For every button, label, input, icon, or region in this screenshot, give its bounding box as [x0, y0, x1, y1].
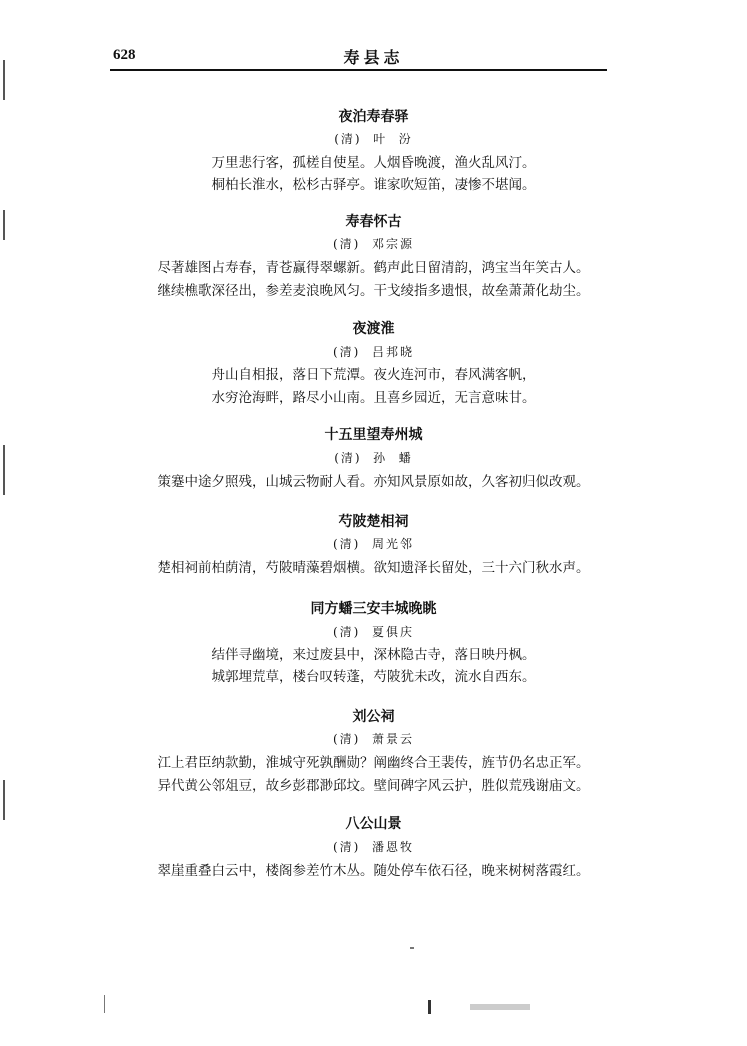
poem-author: (清) 周光邻 [333, 537, 414, 551]
poem-line: 水穷沧海畔，路尽小山南。且喜乡园近，无言意味甘。 [211, 390, 536, 406]
scan-edge-mark [3, 60, 5, 100]
poem-title: 刘公祠 [352, 709, 395, 725]
poem-line: 万里悲行客，孤槎自使星。人烟昏晚渡，渔火乱风汀。 [211, 155, 536, 171]
scan-speck [104, 995, 105, 1013]
poem-author: (清) 吕邦晓 [333, 345, 414, 359]
poem-line: 尽著雄图占寿春，青苍赢得翠螺新。鹤声此日留清韵，鸿宝当年笑古人。 [157, 260, 590, 276]
running-head: 寿县志 [343, 48, 404, 67]
poem-line: 翠崖重叠白云中，楼阁参差竹木丛。随处停车依石径，晚来树树落霞红。 [157, 863, 590, 879]
poem-line: 楚相祠前柏荫清，芍陂晴藻碧烟横。欲知遗泽长留处，三十六门秋水声。 [157, 560, 590, 576]
header-rule [110, 69, 607, 71]
poem-title: 八公山景 [345, 816, 402, 832]
poem-line: 城郭埋荒草，楼台叹转蓬，芍陂犹未改，流水自西东。 [211, 669, 536, 685]
poem-line: 策蹇中途夕照残，山城云物耐人看。亦知风景原如故，久客初归似改观。 [157, 474, 590, 490]
poem-author: (清) 邓宗源 [333, 237, 414, 251]
poem-line: 桐柏长淮水，松杉古驿亭。谁家吹短笛，凄惨不堪闻。 [211, 177, 536, 193]
poem-author: (清) 孙 蟠 [334, 451, 413, 465]
poem-title: 夜泊寿春驿 [338, 109, 409, 125]
poem-title: 芍陂楚相祠 [338, 514, 409, 530]
poem-line: 结伴寻幽境，来过废县中，深林隐古寺，落日映丹枫。 [211, 647, 536, 663]
poem-line: 江上君臣纳款勤，淮城守死孰酬勋？阐幽终合王裴传，旌节仍名忠正军。 [157, 755, 590, 771]
scan-speck [410, 947, 414, 949]
poem-line: 舟山自相报，落日下荒潭。夜火连河市，春风满客帆， [211, 367, 536, 383]
poem-author: (清) 夏俱庆 [333, 625, 414, 639]
poem-title: 十五里望寿州城 [324, 427, 423, 443]
scan-speck [470, 1004, 530, 1010]
scan-speck [428, 1000, 431, 1014]
poem-line: 异代黄公邻俎豆，故乡彭郡渺邱坟。壁间碑字风云护，胜似荒残谢庙文。 [157, 778, 590, 794]
poem-title: 同方蟠三安丰城晚眺 [310, 601, 437, 617]
poem-author: (清) 潘恩牧 [333, 840, 414, 854]
poem-author: (清) 叶 汾 [334, 132, 413, 146]
poem-line: 继续樵歌深径出，参差麦浪晚风匀。干戈绫指多遗恨，故垒萧萧化劫尘。 [157, 283, 590, 299]
poem-author: (清) 萧景云 [333, 732, 414, 746]
poem-title: 寿春怀古 [345, 214, 402, 230]
poem-title: 夜渡淮 [352, 321, 395, 337]
page-number: 628 [113, 47, 136, 63]
